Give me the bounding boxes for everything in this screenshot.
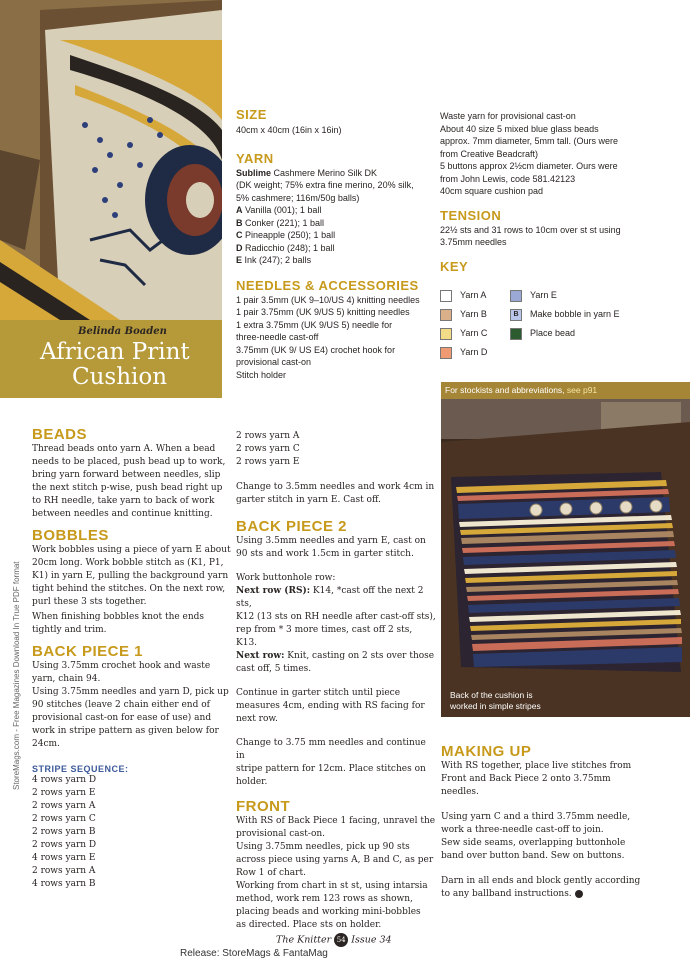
front-line: Row 1 of chart. (236, 868, 306, 878)
back2-line: rep from * 3 more times, cast off 2 sts, K13. (236, 625, 413, 648)
key-label: Yarn E (530, 290, 557, 300)
bobbles-line: Work bobbles using a piece of yarn E about (32, 545, 231, 555)
yarn-letter: C (236, 230, 243, 240)
cushion-front-illustration (0, 0, 222, 320)
key-label: Yarn D (460, 347, 488, 357)
next-row-label: Next row: (236, 651, 285, 661)
needles-line: Stitch holder (236, 369, 287, 380)
making-line: Darn in all ends and block gently according (441, 876, 641, 886)
key-swatch (440, 347, 452, 359)
front-line: placing beads and working mini-bobbles (236, 907, 421, 917)
making-line: With RS together, place live stitches from (441, 761, 632, 771)
tension-heading: TENSION (440, 207, 502, 223)
yarn-letter: D (236, 242, 243, 253)
back1-line: 90 stitches (leave 2 chain either end of (32, 700, 210, 710)
key-heading: KEY (440, 258, 469, 274)
making-line: Front and Back Piece 2 onto 3.75mm (441, 774, 611, 784)
bobbles-line: tightly and trim. (32, 625, 107, 635)
bobbles-line: tight behind the stitches. On the next row, (32, 584, 226, 594)
stripe-row: 2 rows yarn E (236, 457, 300, 467)
bobbles-line: K1) in yarn E, pulling the background yarn (32, 571, 229, 581)
needles-line: three-needle cast-off (236, 332, 319, 342)
stripe-row: 4 rows yarn D (32, 775, 97, 785)
making-heading: MAKING UP (441, 743, 532, 760)
stockists-link[interactable]: see p91 (566, 385, 598, 395)
yarn-desc2: 5% cashmere; 116m/50g balls) (236, 192, 360, 203)
bobbles-heading: BOBBLES (32, 527, 109, 544)
making-line: band over button band. Sew on buttons. (441, 851, 625, 861)
page-number: 54 (334, 933, 348, 947)
stripe-row: 2 rows yarn A (32, 866, 96, 876)
caption-line1: Back of the cushion is (450, 690, 533, 700)
key-label: Yarn A (460, 290, 487, 300)
next-row-2 (236, 650, 436, 663)
byline: Belinda Boaden (78, 326, 167, 337)
yarn-line (236, 204, 436, 217)
cushion-front-photo (0, 0, 222, 320)
front-line: across piece using yarns A, B and C, as per (236, 855, 434, 865)
beads-line: the next stitch p-wise, push bead right up (32, 483, 223, 493)
back2-line: Change to 3.75 mm needles and continue in (236, 738, 426, 761)
back2-line: 90 sts and work 1.5cm in garter stitch. (236, 549, 414, 559)
yarn-line-text: Conker (221); 1 ball (245, 217, 325, 228)
end-mark-icon (575, 890, 583, 898)
back2-line: next row. (236, 714, 278, 724)
yarn-letter: A (236, 205, 243, 215)
yarn-line-text: Ink (247); 2 balls (244, 255, 312, 265)
stripe-row: 2 rows yarn D (32, 840, 97, 850)
extras-line: About 40 size 5 mixed blue glass beads (440, 123, 599, 134)
back1-heading: BACK PIECE 1 (32, 643, 144, 660)
title-banner (0, 320, 222, 398)
change-line: garter stitch in yarn E. Cast off. (236, 495, 381, 505)
cushion-back-photo (441, 382, 690, 717)
back1-line: work in stripe pattern as given below for (32, 726, 219, 736)
stripe-row: 4 rows yarn E (32, 853, 96, 863)
front-line: as directed. Place sts on holder. (236, 920, 382, 930)
instructions-column1 (32, 426, 232, 891)
key-item (510, 327, 685, 346)
needles-line: 3.75mm (UK 9/ US E4) crochet hook for (236, 344, 396, 355)
stripe-row: 2 rows yarn C (236, 444, 300, 454)
instructions-column2 (236, 430, 436, 932)
key-item (510, 308, 685, 327)
needles-line: 1 pair 3.75mm (UK 9/US 5) knitting needles (236, 307, 410, 317)
key-label: Make bobble in yarn E (530, 309, 620, 319)
footer-issue: Issue 34 (351, 934, 392, 946)
stripe-row: 4 rows yarn B (32, 879, 96, 889)
back1-line: Using 3.75mm needles and yarn D, pick up (32, 687, 229, 697)
key-label: Yarn C (460, 328, 488, 338)
making-line: work a three-needle cast-off to join. (441, 825, 604, 835)
size-text: 40cm x 40cm (16in x 16in) (236, 125, 342, 135)
yarn-line-text: Radicchio (248); 1 ball (245, 242, 335, 253)
beads-line: bring yarn forward between needles, slip (32, 470, 221, 480)
back2-line: stripe pattern for 12cm. Place stitches on (236, 764, 426, 774)
key-label: Place bead (530, 328, 576, 338)
beads-line: needs to be placed, push bead up to work, (32, 457, 226, 467)
yarn-product (236, 167, 436, 180)
tension-line2: 3.75mm needles (440, 237, 507, 247)
side-watermark: StoreMags.com - Free Magazines Download In True PDF format (12, 561, 21, 790)
next-row-text: K14, *cast off the next 2 sts, (236, 586, 424, 609)
making-line: Using yarn C and a third 3.75mm needle, (441, 812, 631, 822)
yarn-line (236, 217, 436, 230)
key-swatch (440, 309, 452, 321)
bobbles-line: 20cm long. Work bobble stitch as (K1, P1, (32, 558, 224, 568)
front-line: method, work rem 123 rows as shown, (236, 894, 413, 904)
yarn-letter: B (236, 217, 243, 228)
bobble-swatch: B (510, 309, 522, 321)
yarn-line (236, 254, 436, 267)
extras-line: 5 buttons approx 2½cm diameter. Ours were (440, 161, 618, 171)
bobbles-line: When finishing bobbles knot the ends (32, 612, 205, 622)
needles-line: 1 pair 3.5mm (UK 9–10/US 4) knitting needles (236, 294, 420, 305)
page-title-line2: Cushion (72, 364, 168, 390)
front-heading: FRONT (236, 798, 291, 815)
back1-line: 24cm. (32, 739, 60, 749)
key-swatch (510, 290, 522, 302)
key-label: Yarn B (460, 309, 487, 319)
stockists-text (445, 385, 597, 395)
caption-line2: worked in simple stripes (450, 701, 541, 711)
making-line: needles. (441, 787, 479, 797)
back2-line: Continue in garter stitch until piece (236, 688, 401, 698)
footer-magazine: The Knitter (276, 934, 332, 946)
needles-line: 1 extra 3.75mm (UK 9/US 5) needle for (236, 319, 393, 330)
yarn-line-text: Vanilla (001); 1 ball (245, 205, 322, 215)
buttonhole-intro: Work buttonhole row: (236, 573, 336, 583)
yarn-product-name: Cashmere Merino Silk DK (273, 167, 378, 178)
stripe-row: 2 rows yarn E (32, 788, 96, 798)
making-up-column (441, 743, 686, 901)
yarn-line (236, 229, 436, 242)
key-item (510, 289, 685, 308)
stripe-heading: STRIPE SEQUENCE: (32, 764, 129, 774)
stripe-row: 2 rows yarn A (32, 801, 96, 811)
change-line: Change to 3.5mm needles and work 4cm in (236, 482, 435, 492)
extras-line: from Creative Beadcraft) (440, 148, 539, 159)
yarn-line-text: Pineapple (250); 1 ball (245, 230, 336, 240)
stockists-prefix: For stockists and abbreviations, (445, 385, 565, 395)
yarn-desc1: (DK weight; 75% extra fine merino, 20% silk, (236, 180, 414, 190)
making-line: Sew side seams, overlapping buttonhole (441, 838, 626, 848)
back2-line: K12 (13 sts on RH needle after cast-off sts), (236, 612, 436, 622)
photo-caption (450, 690, 541, 712)
release-credit: Release: StoreMags & FantaMag (180, 948, 328, 959)
page-title-line1: African Print (40, 339, 190, 365)
yarn-letter: E (236, 255, 243, 265)
back1-line: provisional cast-on for ease of use) and (32, 713, 212, 723)
yarn-line (236, 242, 436, 255)
back1-line: Using 3.75mm crochet hook and waste (32, 661, 211, 671)
back2-line: Using 3.5mm needles and yarn E, cast on (236, 536, 426, 546)
size-heading: SIZE (236, 107, 267, 122)
yarn-brand: Sublime (236, 167, 272, 178)
next-row-1 (236, 585, 436, 611)
back2-line: measures 4cm, ending with RS facing for (236, 701, 425, 711)
back1-line: yarn, chain 94. (32, 674, 101, 684)
stockists-bar (441, 382, 690, 399)
stripe-row: 2 rows yarn C (32, 814, 96, 824)
stripe-row: 2 rows yarn B (32, 827, 96, 837)
beads-line: Thread beads onto yarn A. When a bead (32, 444, 216, 454)
beads-line: to RH needle, take yarn to back of work (32, 496, 215, 506)
key-swatch (440, 328, 452, 340)
beads-line: between needles and continue knitting. (32, 509, 213, 519)
front-line: Working from chart in st st, using intarsia (236, 881, 428, 891)
next-row-label: Next row (RS): (236, 586, 311, 596)
key-legend-right (510, 289, 685, 346)
key-item (440, 346, 530, 365)
extras-line: approx. 7mm diameter, 5mm tall. (Ours were (440, 136, 619, 146)
next-row-text: Knit, casting on 2 sts over those (284, 651, 435, 661)
extras-line: from John Lewis, code 581.42123 (440, 173, 576, 184)
key-swatch (510, 328, 522, 340)
footer (276, 933, 392, 947)
back2-line: cast off, 5 times. (236, 664, 312, 674)
making-line-text: to any ballband instructions. (441, 889, 572, 899)
extras-line: Waste yarn for provisional cast-on (440, 111, 576, 121)
tension-line1: 22½ sts and 31 rows to 10cm over st st using (440, 224, 621, 235)
extras-column (440, 110, 685, 274)
front-line: With RS of Back Piece 1 facing, unravel the (236, 816, 436, 826)
stripe-row: 2 rows yarn A (236, 431, 300, 441)
front-line: Using 3.75mm needles, pick up 90 sts (236, 842, 410, 852)
front-line: provisional cast-on. (236, 829, 326, 839)
yarn-heading: YARN (236, 150, 274, 166)
back2-heading: BACK PIECE 2 (236, 518, 348, 535)
back2-line: holder. (236, 777, 268, 787)
needles-heading: NEEDLES & ACCESSORIES (236, 277, 419, 293)
materials-column (236, 107, 436, 381)
bobbles-line: purl these 3 sts together. (32, 597, 147, 607)
needles-line: provisional cast-on (236, 357, 312, 367)
beads-heading: BEADS (32, 426, 88, 443)
extras-line: 40cm square cushion pad (440, 186, 544, 196)
making-line-last (441, 888, 686, 901)
key-swatch (440, 290, 452, 302)
cushion-back-illustration (441, 382, 690, 717)
